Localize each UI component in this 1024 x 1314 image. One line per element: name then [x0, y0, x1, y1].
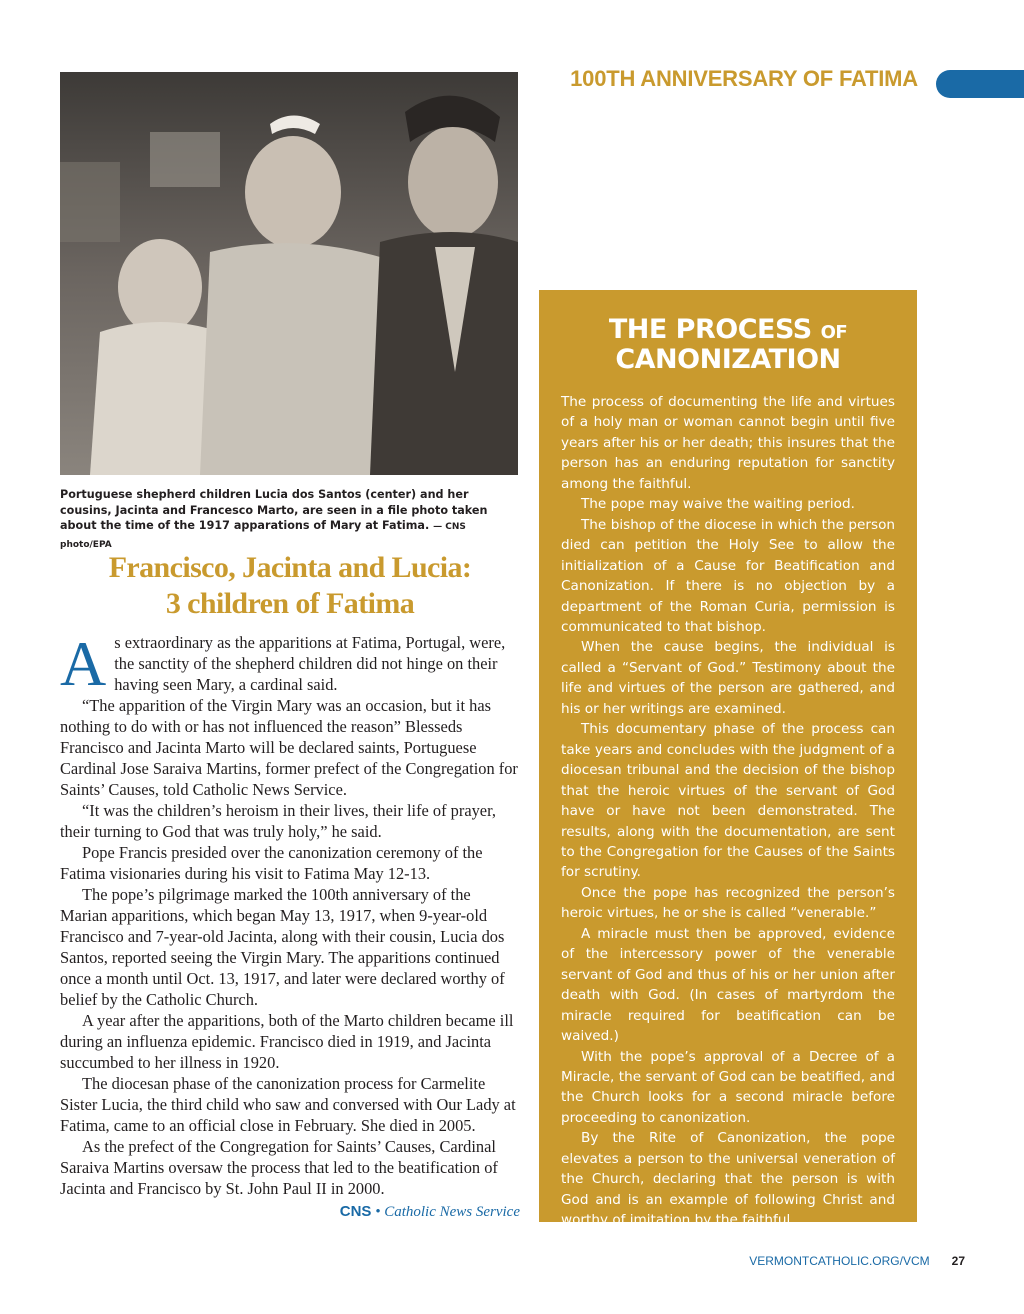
article-paragraph: The diocesan phase of the canonization process for Carmelite Sister Lucia, the third child who saw and conversed with Our Lady at Fatima, came to an official close in February. She died in 2005.: [60, 1074, 516, 1135]
children-photo: [60, 72, 518, 475]
photo-caption: [60, 487, 520, 553]
article-paragraph-text: s extraordinary as the apparitions at Fatima, Portugal, were, the sanctity of the shepherd children did not hinge on their having seen Mary, a cardinal said.: [114, 633, 506, 694]
article-signature: [60, 1201, 520, 1223]
article-paragraph: “The apparition of the Virgin Mary was an occasion, but it has nothing to do with or has not influenced the reason” Blesseds Francisco and Jacinta Marto will be declared saints, Portuguese Cardinal Jose Saraiva Martins, former prefect of the Congregation for Saints’ Causes, told Catholic News Service.: [60, 696, 518, 799]
article-paragraph: A year after the apparitions, both of the Marto children became ill during an influenza epidemic. Francisco died in 1919, and Jacinta succumbed to her illness in 1920.: [60, 1011, 514, 1072]
sidebar-title: [539, 316, 917, 373]
footer-url[interactable]: VERMONTCATHOLIC.ORG/VCM: [749, 1254, 930, 1268]
sidebar-paragraph: The process of documenting the life and virtues of a holy man or woman cannot begin until five years after his or her death; this insures that the person has an enduring reputation for sanctity among the faithful.: [561, 394, 895, 492]
signature-agency: • Catholic News Service: [371, 1204, 520, 1220]
sidebar-paragraph: A miracle must then be approved, evidence of the intercessory power of the venerable servant of God and thus of his or her union after death with God. (In cases of martyrdom the miracle required for beatification can be waived.): [561, 925, 895, 1045]
article-headline: [60, 550, 520, 622]
photo-credit: — CNS photo/EPA: [60, 522, 466, 550]
sidebar-paragraph: By the Rite of Canonization, the pope elevates a person to the universal veneration of the Church, declaring that the person is with God and is an example of following Christ and worthy of imitation by the faithful.: [561, 1130, 895, 1229]
section-header-title: 100TH ANNIVERSARY OF FATIMA: [570, 66, 918, 91]
sidebar-paragraph: With the pope’s approval of a Decree of a Miracle, the servant of God can be beatified, and the Church looks for a second miracle before proceeding to canonization.: [561, 1048, 895, 1126]
sidebar-title-line-2: CANONIZATION: [615, 344, 841, 375]
signature-cns: CNS: [339, 1203, 372, 1220]
headline-line-2: 3 children of Fatima: [165, 587, 415, 620]
article-paragraph: As the prefect of the Congregation for Saints’ Causes, Cardinal Saraiva Martins oversaw the process that led to the beatification of Jacinta and Francisco by St. John Paul II in 2000.: [60, 1137, 498, 1198]
sidebar-title-part-1: THE PROCESS: [608, 314, 821, 345]
page-number: 27: [951, 1254, 965, 1268]
article-paragraph: [60, 628, 520, 699]
article-paragraph: “It was the children’s heroism in their lives, their life of prayer, their turning to God that was truly holy,” he said.: [60, 801, 496, 841]
sidebar-paragraph: Once the pope has recognized the person’s heroic virtues, he or she is called “venerable.”: [561, 884, 895, 922]
page-footer: [700, 1254, 965, 1268]
sidebar-text: [561, 392, 895, 1251]
sidebar-source: — Source: ewtn.com: [739, 1232, 895, 1249]
article-paragraph: The pope’s pilgrimage marked the 100th anniversary of the Marian apparitions, which began May 13, 1917, when 9-year-old Francisco and 7-year-old Jacinta, along with their cousin, Lucia dos Santos, reported seeing the Virgin Mary. The apparitions continued once a month until Oct. 13, 1917, and later were declared worthy of belief by the Catholic Church.: [60, 885, 505, 1009]
sidebar-paragraph: When the cause begins, the individual is called a “Servant of God.” Testimony about the life and virtues of the person are gathered, and his or her writings are examined.: [561, 639, 895, 717]
caption-text: Portuguese shepherd children Lucia dos Santos (center) and her cousins, Jacinta and Francesco Marto, are seen in a file photo taken about the time of the 1917 apparations of Mary at Fatima.: [60, 488, 488, 532]
headline-line-1: Francisco, Jacinta and Lucia:: [108, 551, 472, 584]
article-body: [60, 628, 520, 1223]
sidebar-paragraph: The pope may waive the waiting period.: [581, 496, 855, 513]
sidebar-paragraph: This documentary phase of the process can take years and concludes with the judgment of a diocesan tribunal and the decision of the bishop that the heroic virtues of the servant of God have or have not been demonstrated. The results, along with the documentation, are sent to the Congregation for the Causes of the Saints for scrutiny.: [561, 721, 895, 881]
canonization-sidebar: [539, 290, 917, 1249]
drop-cap: A: [60, 628, 107, 699]
sidebar-paragraph: The bishop of the diocese in which the person died can petition the Holy See to allow the initialization of a Cause for Beatification and Canonization. If there is no objection by a department of the Roman Curia, permission is communicated to that bishop.: [561, 516, 895, 635]
section-header-tab: [936, 70, 1024, 98]
article-paragraph: Pope Francis presided over the canonization ceremony of the Fatima visionaries during his visit to Fatima May 12-13.: [60, 843, 483, 883]
sidebar-title-of: OF: [820, 322, 848, 343]
